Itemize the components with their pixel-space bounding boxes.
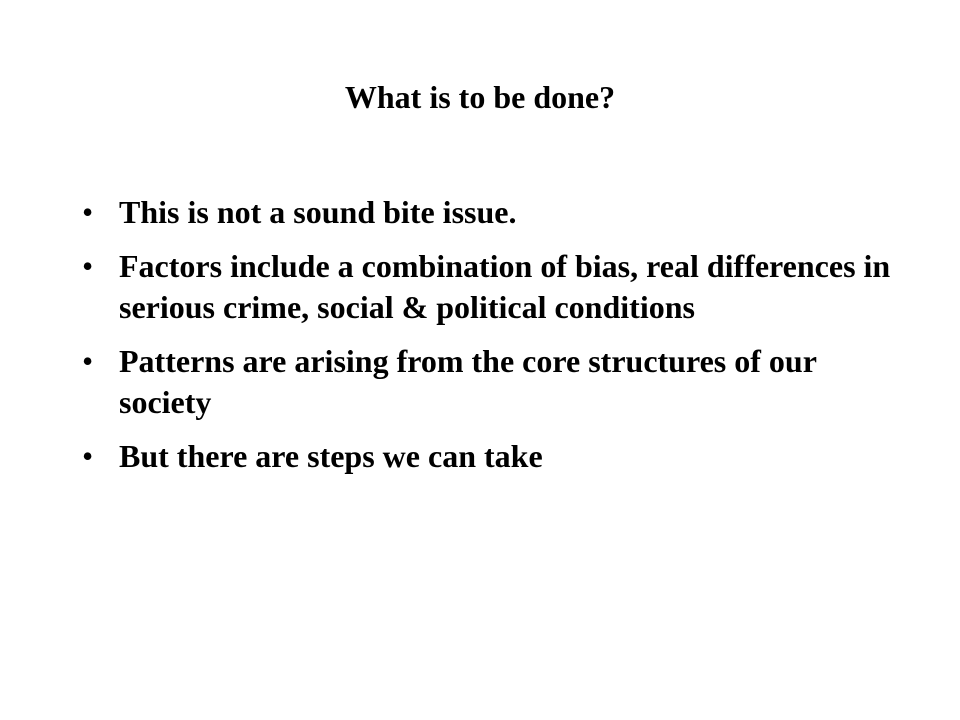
bullet-item: [82, 341, 902, 423]
bullet-list: [82, 192, 902, 477]
slide-title: What is to be done?: [344, 79, 616, 115]
bullet-marker: •: [82, 438, 94, 474]
bullet-text: Factors include a combination of bias, real differences in serious crime, social & political conditions: [119, 248, 891, 325]
bullet-marker: •: [82, 343, 94, 379]
bullet-marker: •: [82, 194, 94, 230]
bullet-item: [82, 246, 902, 328]
bullet-item: [82, 436, 902, 477]
bullet-marker: •: [82, 248, 94, 284]
bullet-text: But there are steps we can take: [119, 438, 543, 474]
bullet-text: This is not a sound bite issue.: [119, 194, 517, 230]
bullet-text: Patterns are arising from the core structures of our society: [119, 343, 817, 420]
bullet-item: [82, 192, 902, 233]
